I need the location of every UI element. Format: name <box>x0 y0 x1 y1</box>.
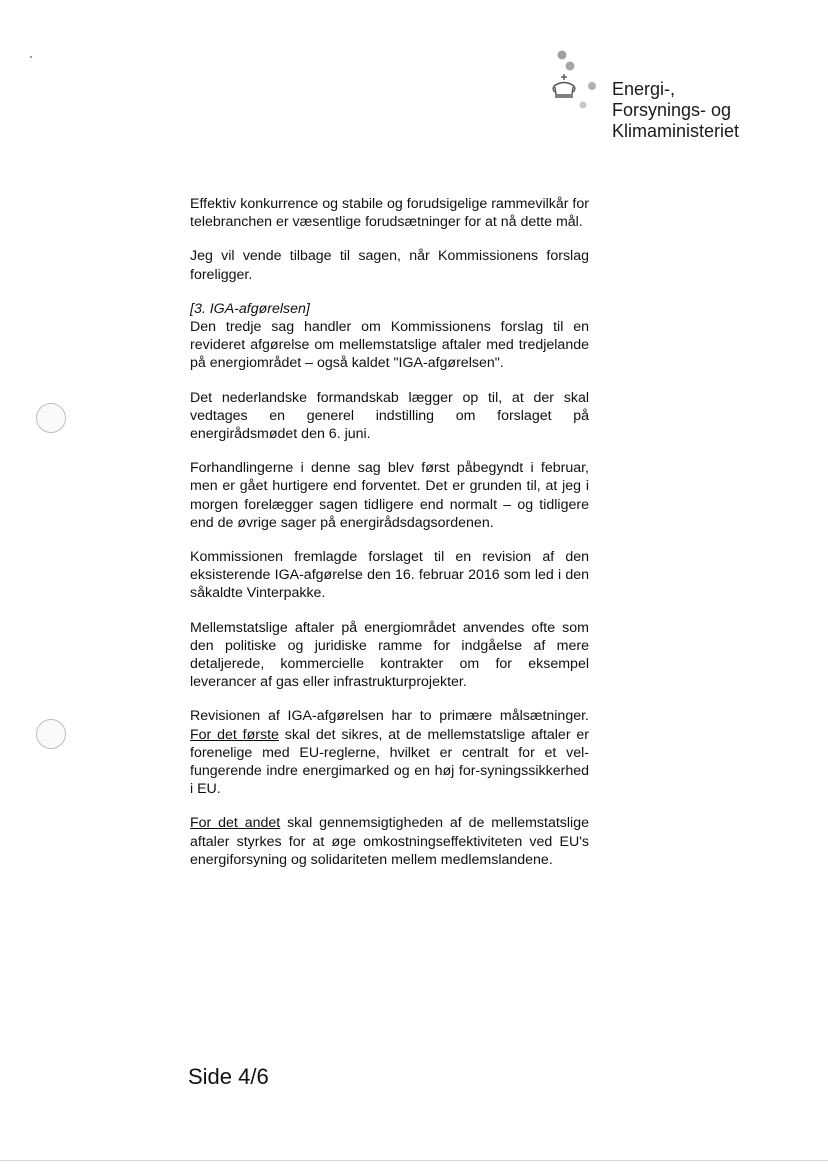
underlined-phrase: For det første <box>190 726 279 743</box>
crown-icon <box>540 46 610 146</box>
paragraph-text: Revisionen af IGA-afgørelsen har to primære målsætninger. <box>190 708 589 725</box>
scan-speck <box>30 56 32 58</box>
paragraph-text: Den tredje sag handler om Kommissionens forslag til en revideret afgørelse om mellemstatslige aftaler med tredjelande på energiområdet – også kaldet "IGA-afgørelsen". <box>190 319 589 372</box>
section-heading: [3. IGA-afgørelsen] <box>190 300 310 317</box>
section-block <box>190 300 589 373</box>
page-number: Side 4/6 <box>188 1064 269 1089</box>
ministry-line-2: Forsynings- og <box>612 100 732 120</box>
paragraph <box>190 707 589 798</box>
punch-hole <box>36 719 66 749</box>
paragraph: Kommissionen fremlagde forslaget til en revision af den eksisterende IGA-afgørelse den 16. februar 2016 som led i den såkaldte Vinterpakke. <box>190 549 589 602</box>
paragraph: Det nederlandske formandskab lægger op til, at der skal vedtages en generel indstilling om forslaget på energirådsmødet den 6. juni. <box>190 389 589 443</box>
ministry-line-3: Klimaministeriet <box>612 121 740 141</box>
punch-hole <box>36 403 66 433</box>
ministry-name <box>612 79 739 142</box>
paragraph: Jeg vil vende tilbage til sagen, når Kommissionens forslag foreligger. <box>190 248 589 283</box>
page-bottom-rule <box>0 1160 828 1161</box>
underlined-phrase: For det andet <box>190 815 281 832</box>
paragraph-text: skal gennemsigtigheden af de mellemstatslige aftaler styrkes for at øge omkostningseffektiviteten ved EU's energiforsyning og solidariteten mellem medlemslandene. <box>190 815 589 868</box>
ministry-line-1: Energi-, <box>612 79 676 99</box>
paragraph: Mellemstatslige aftaler på energiområdet anvendes ofte som den politiske og juridiske ramme for indgåelse af mere detaljerede, kommercielle kontrakter om for eksempel leverancer af gas eller infrastrukturprojekter. <box>190 619 589 691</box>
body-text <box>190 195 589 885</box>
paragraph: Forhandlingerne i denne sag blev først påbegyndt i februar, men er gået hurtigere end forventet. Det er grunden til, at jeg i morgen forelægger sagen tidligere end normalt – og tidligere end de øvrige sager på energirådsdagsordenen. <box>190 460 589 531</box>
paragraph-text: skal det sikres, at de mellemstatslige aftaler er forenelige med EU-reglerne, hvilket er centralt for et vel-fungerende indre energimarked og en høj for-syningssikkerhed i EU. <box>190 726 589 798</box>
ministry-logo <box>540 46 770 146</box>
paragraph: Effektiv konkurrence og stabile og forudsigelige rammevilkår for telebranchen er væsentlige forudsætninger for at nå dette mål. <box>190 196 589 231</box>
paragraph <box>190 814 589 869</box>
